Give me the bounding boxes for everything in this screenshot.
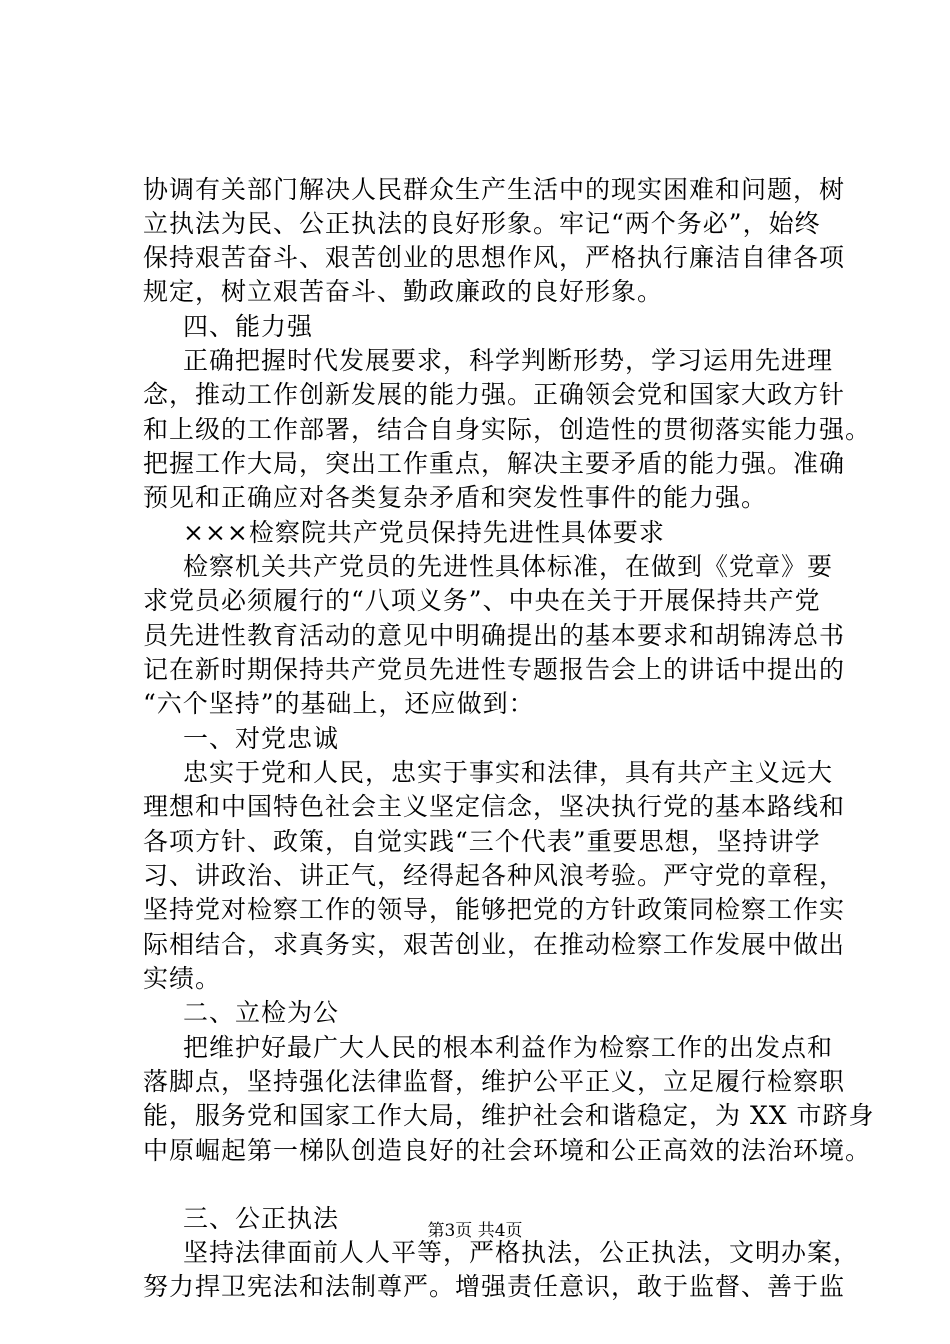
text-line: 际相结合，求真务实，艰苦创业，在推动检察工作发展中做出 xyxy=(143,930,846,959)
section-heading: 一、对党忠诚 xyxy=(183,724,340,753)
document-title: ×××检察院共产党员保持先进性具体要求 xyxy=(183,518,665,547)
text-line: 预见和正确应对各类复杂矛盾和突发性事件的能力强。 xyxy=(143,483,768,512)
text-line: 保持艰苦奋斗、艰苦创业的思想作风，严格执行廉洁自律各项 xyxy=(143,243,846,272)
text-line: 把维护好最广大人民的根本利益作为检察工作的出发点和 xyxy=(183,1033,834,1062)
text-line: 求党员必须履行的“八项义务”、中央在关于开展保持共产党 xyxy=(143,586,821,615)
text-line: 中原崛起第一梯队创造良好的社会环境和公正高效的法治环境。 xyxy=(143,1136,872,1165)
text-line: 忠实于党和人民，忠实于事实和法律，具有共产主义远大 xyxy=(183,758,834,787)
text-line: 理想和中国特色社会主义坚定信念，坚决执行党的基本路线和 xyxy=(143,792,846,821)
text-line: 坚持法律面前人人平等，严格执法，公正执法，文明办案， xyxy=(183,1238,860,1267)
text-line: 习、讲政治、讲正气，经得起各种风浪考验。严守党的章程， xyxy=(143,861,846,890)
page-number-footer: 第3页 共4页 xyxy=(427,1221,523,1241)
text-line: 实绩。 xyxy=(143,964,222,993)
text-line: 把握工作大局，突出工作重点，解决主要矛盾的能力强。准确 xyxy=(143,449,846,478)
text-line: 检察机关共产党员的先进性具体标准，在做到《党章》要 xyxy=(183,552,834,581)
text-line: 正确把握时代发展要求，科学判断形势，学习运用先进理 xyxy=(183,346,834,375)
text-line: 规定，树立艰苦奋斗、勤政廉政的良好形象。 xyxy=(143,277,664,306)
text-line: 记在新时期保持共产党员先进性专题报告会上的讲话中提出的 xyxy=(143,655,846,684)
text-line: 员先进性教育活动的意见中明确提出的基本要求和胡锦涛总书 xyxy=(143,621,846,650)
section-heading: 四、能力强 xyxy=(183,312,314,341)
text-line: 各项方针、政策，自觉实践“三个代表”重要思想，坚持讲学 xyxy=(143,827,821,856)
text-line: 立执法为民、公正执法的良好形象。牢记“两个务必”，始终 xyxy=(143,209,821,238)
text-line: 落脚点，坚持强化法律监督，维护公平正义，立足履行检察职 xyxy=(143,1067,846,1096)
text-line: 能，服务党和国家工作大局，维护社会和谐稳定，为 XX 市跻身 xyxy=(143,1101,875,1130)
text-line: 念，推动工作创新发展的能力强。正确领会党和国家大政方针 xyxy=(143,380,846,409)
text-line: 坚持党对检察工作的领导，能够把党的方针政策同检察工作实 xyxy=(143,895,846,924)
text-line: 和上级的工作部署，结合自身实际，创造性的贯彻落实能力强。 xyxy=(143,415,872,444)
text-line: “六个坚持”的基础上，还应做到： xyxy=(143,689,535,718)
text-line: 努力捍卫宪法和法制尊严。增强责任意识，敢于监督、善于监 xyxy=(143,1272,846,1301)
text-line: 协调有关部门解决人民群众生产生活中的现实困难和问题，树 xyxy=(143,175,846,204)
section-heading: 二、立检为公 xyxy=(183,998,340,1027)
section-heading: 三、公正执法 xyxy=(183,1204,340,1233)
